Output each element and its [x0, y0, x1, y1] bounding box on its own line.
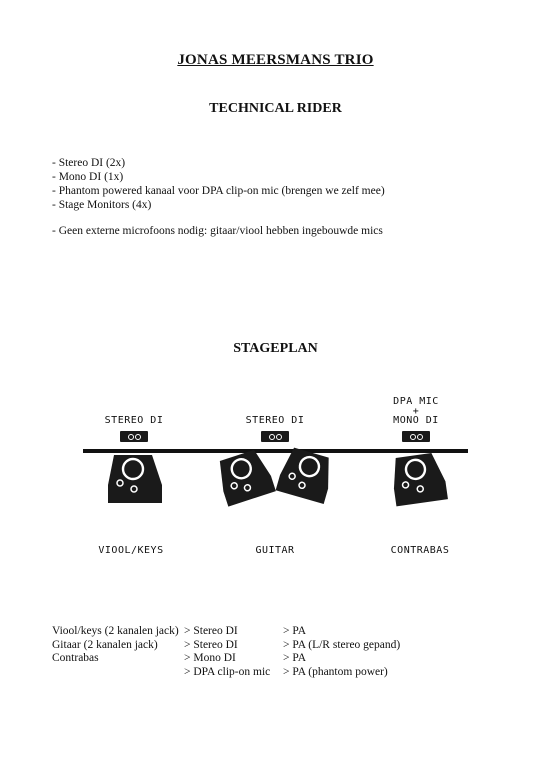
stage-monitor-icon — [104, 451, 166, 507]
requirement-item: - Phantom powered kanaal voor DPA clip-on mic (brengen we zelf mee) — [52, 185, 385, 197]
input-label-right — [376, 397, 456, 426]
input-label-center: STEREO DI — [245, 415, 305, 426]
input-label-left: STEREO DI — [104, 415, 164, 426]
input-label-right-line3: MONO DI — [393, 415, 439, 426]
routing-output: > PA (L/R stereo gepand) — [283, 638, 401, 651]
routing-output: > PA — [283, 625, 307, 637]
document-subtitle: TECHNICAL RIDER — [209, 101, 342, 116]
routing-output: > PA — [283, 652, 307, 664]
routing-source: Gitaar (2 kanalen jack) — [52, 638, 158, 651]
routing-input: > Stereo DI — [184, 638, 238, 651]
routing-input: > Mono DI — [184, 652, 236, 664]
stage-monitor-icon — [389, 451, 449, 509]
stage-monitor-icon — [277, 446, 335, 504]
position-label-right: CONTRABAS — [390, 545, 450, 556]
requirement-item: - Mono DI (1x) — [52, 171, 124, 183]
routing-source: Viool/keys (2 kanalen jack) — [52, 625, 179, 637]
stageplan-title: STAGEPLAN — [233, 341, 318, 356]
routing-input: > Stereo DI — [184, 625, 238, 637]
mono-di-box-icon — [402, 431, 430, 442]
position-label-left: VIOOL/KEYS — [98, 545, 164, 556]
stereo-di-box-icon — [261, 431, 289, 442]
routing-source: Contrabas — [52, 652, 99, 664]
routing-output: > PA (phantom power) — [283, 665, 388, 678]
stage-monitor-icon — [216, 448, 274, 506]
input-label-right-line2: + — [412, 405, 420, 417]
position-label-center: GUITAR — [255, 545, 295, 556]
requirement-item: - Stage Monitors (4x) — [52, 199, 152, 211]
input-label-right-line1: DPA MIC — [393, 396, 439, 407]
requirements-list — [52, 156, 385, 212]
requirement-item: - Stereo DI (2x) — [52, 157, 126, 169]
microphone-note: - Geen externe microfoons nodig: gitaar/viool hebben ingebouwde mics — [52, 225, 383, 237]
stereo-di-box-icon — [120, 431, 148, 442]
document-title: JONAS MEERSMANS TRIO — [177, 52, 374, 68]
routing-input: > DPA clip-on mic — [184, 665, 271, 678]
